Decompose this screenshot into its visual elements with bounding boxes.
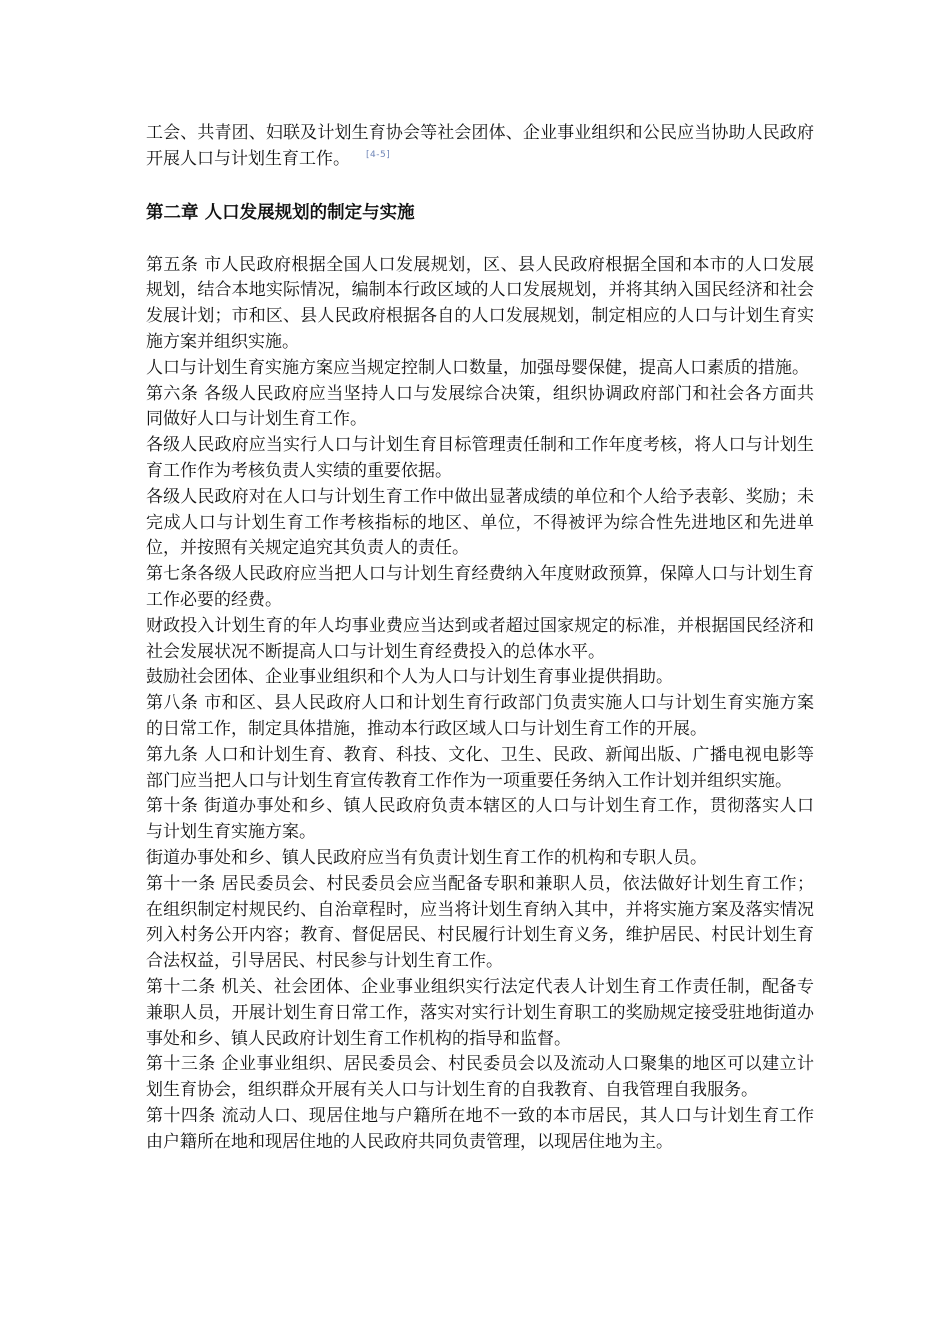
article-paragraph: 第十条 街道办事处和乡、镇人民政府负责本辖区的人口与计划生育工作，贯彻落实人口与计划生育实施方案。 bbox=[146, 796, 814, 843]
article-paragraph: 第十三条 企业事业组织、居民委员会、村民委员会以及流动人口聚集的地区可以建立计划生育协会，组织群众开展有关人口与计划生育的自我教育、自我管理自我服务。 bbox=[146, 1054, 814, 1101]
article-paragraph: 鼓励社会团体、企业事业组织和个人为人口与计划生育事业提供捐助。 bbox=[146, 667, 673, 688]
document-body bbox=[146, 121, 814, 1155]
intro-text: 工会、共青团、妇联及计划生育协会等社会团体、企业事业组织和公民应当协助人民政府开展人口与计划生育工作。 bbox=[146, 123, 814, 169]
article-paragraph: 街道办事处和乡、镇人民政府应当有负责计划生育工作的机构和专职人员。 bbox=[146, 847, 707, 868]
intro-paragraph bbox=[146, 121, 814, 173]
article-paragraph: 第十一条 居民委员会、村民委员会应当配备专职和兼职人员，依法做好计划生育工作；在组织制定村规民约、自治章程时，应当将计划生育纳入其中，并将实施方案及落实情况列入村务公开内容；教育、督促居民、村民履行计划生育义务，维护居民、村民计划生育合法权益，引导居民、村民参与计划生育工作。 bbox=[146, 873, 814, 972]
article-paragraph: 第五条 市人民政府根据全国人口发展规划，区、县人民政府根据全国和本市的人口发展规划，结合本地实际情况，编制本行政区域的人口发展规划，并将其纳入国民经济和社会发展计划；市和区、县人民政府根据各自的人口发展规划，制定相应的人口与计划生育实施方案并组织实施。 bbox=[146, 254, 814, 352]
article-paragraph: 第九条 人口和计划生育、教育、科技、文化、卫生、民政、新闻出版、广播电视电影等部门应当把人口与计划生育宣传教育工作作为一项重要任务纳入工作计划并组织实施。 bbox=[146, 744, 814, 791]
article-paragraph: 各级人民政府对在人口与计划生育工作中做出显著成绩的单位和个人给予表彰、奖励；未完成人口与计划生育工作考核指标的地区、单位，不得被评为综合性先进地区和先进单位，并按照有关规定追究其负责人的责任。 bbox=[146, 486, 814, 559]
citation-link[interactable]: [4-5] bbox=[366, 149, 391, 160]
article-paragraph: 第十二条 机关、社会团体、企业事业组织实行法定代表人计划生育工作责任制，配备专兼职人员，开展计划生育日常工作，落实对实行计划生育职工的奖励规定接受驻地街道办事处和乡、镇人民政府计划生育工作机构的指导和监督。 bbox=[146, 976, 814, 1049]
article-paragraph: 第七条各级人民政府应当把人口与计划生育经费纳入年度财政预算，保障人口与计划生育工作必要的经费。 bbox=[146, 564, 814, 610]
article-paragraph: 第六条 各级人民政府应当坚持人口与发展综合决策，组织协调政府部门和社会各方面共同做好人口与计划生育工作。 bbox=[146, 383, 814, 430]
article-paragraph: 第十四条 流动人口、现居住地与户籍所在地不一致的本市居民，其人口与计划生育工作由户籍所在地和现居住地的人民政府共同负责管理，以现居住地为主。 bbox=[146, 1105, 814, 1152]
article-paragraph: 第八条 市和区、县人民政府人口和计划生育行政部门负责实施人口与计划生育实施方案的日常工作，制定具体措施，推动本行政区域人口与计划生育工作的开展。 bbox=[146, 693, 814, 739]
article-paragraph: 财政投入计划生育的年人均事业费应当达到或者超过国家规定的标准，并根据国民经济和社会发展状况不断提高人口与计划生育经费投入的总体水平。 bbox=[146, 615, 814, 662]
chapter-title: 第二章 人口发展规划的制定与实施 bbox=[146, 202, 415, 223]
article-paragraph: 各级人民政府应当实行人口与计划生育目标管理责任制和工作年度考核，将人口与计划生育工作作为考核负责人实绩的重要依据。 bbox=[146, 435, 814, 481]
article-paragraph: 人口与计划生育实施方案应当规定控制人口数量，加强母婴保健，提高人口素质的措施。 bbox=[146, 357, 809, 378]
